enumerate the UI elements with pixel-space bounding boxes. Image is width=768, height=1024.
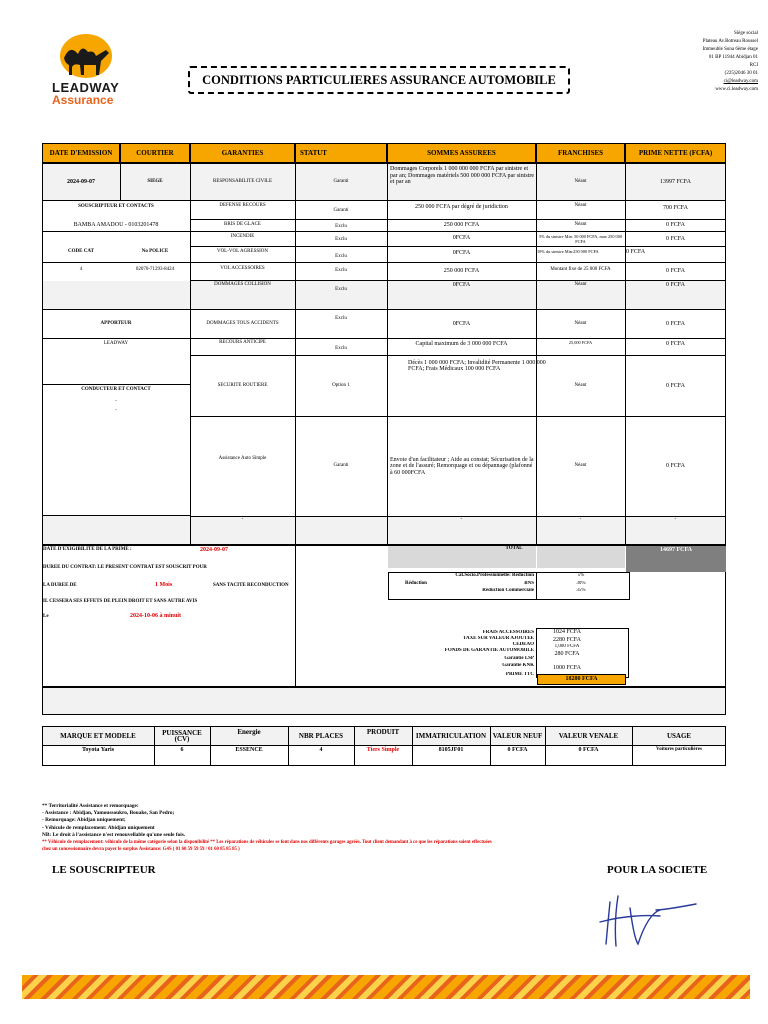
statut-value: Exclu [335,286,347,292]
header-franchises: FRANCHISES [536,143,625,163]
vehicle-value: 6 [180,746,184,753]
somme-value: 250 000 FCFA [443,222,480,229]
reduction-label: Réduction [405,580,427,586]
vehicle-header: PUISSANCE (CV) [162,728,202,743]
footer-decorative-strip [22,975,750,999]
vehicle-value: ESSENCE [235,746,263,753]
fee-value: 1000 FCFA [552,665,582,672]
conducteur-value: - [115,398,117,404]
notes-block [42,803,492,853]
vehicle-header: VALEUR NEUF [492,731,543,740]
vehicle-value: 0 FCFA [578,746,599,753]
franchise-value: Néant [574,382,587,388]
empty-cell: - [674,516,677,522]
garantie-label: INCENDIE [230,233,255,239]
vehicle-header: USAGE [666,731,692,740]
somme-value: 0FCFA [452,320,471,327]
somme-value: 250 000 FCFA [443,267,480,274]
fee-label: FONDS DE GARANTIE AUTOMOBILE [444,648,534,653]
vehicle-header: NBR PLACES [298,731,344,740]
reduction-item-value: 30% [576,581,586,587]
address-line: (225)2046 30 01 [724,71,758,76]
empty-cell: - [460,516,463,522]
date-emission-value: 2024-09-07 [67,178,95,185]
vehicle-header: MARQUE ET MODELE [60,731,136,740]
address-website: www.ci.leadway.com [715,87,758,92]
code-cat-label: CODE CAT [68,248,94,254]
vehicle-value: 0 FCFA [507,746,528,753]
vehicle-value: 8105JF01 [438,746,464,753]
reduction-item-label: BNS [524,581,534,587]
franchise-value: Néant [574,463,587,469]
prime-value: 0 FCFA [665,222,686,229]
statut-value: Garanti [333,178,349,184]
prime-value: 13997 FCFA [659,178,692,185]
logo-text-leadway: LEADWAY [52,80,120,95]
document-title: CONDITIONS PARTICULIERES ASSURANCE AUTOMOBILE [188,66,570,94]
statut-value: Garanti [333,208,349,214]
franchise-value: Néant [574,221,587,227]
garantie-label: RECOURS ANTICIPE [219,339,266,345]
apporteur-label: APPORTEUR [100,320,132,326]
prime-value: 700 FCFA [662,204,689,211]
code-cat-value: 4 [79,266,83,272]
note-line: NB: Le droit à l'assistance n'est renouvellable qu'une seule fois. [42,831,186,838]
franchise-value: Néant [574,320,587,326]
souscripteur-value: BAMBA AMADOU - 0103201478 [73,222,159,229]
prime-value: 0 FCFA [665,463,686,470]
total-label: TOTAL [505,546,523,551]
address-line: RCI [749,63,758,68]
duree-value: 1 Mois [155,582,173,589]
somme-value: Dommages Corporels 1 000 000 000 FCFA par sinistre et par an; Dommages matériels 500 000 000 FCFA par sinistre et par an [390,166,535,186]
statut-value: Exclu [335,315,347,321]
tacite-label: SANS TACITE RECONDUCTION [213,582,289,588]
prime-ttc-label: PRIME TTC [505,672,534,677]
statut-value: Option 1 [332,382,350,388]
total-value: 14697 FCFA [659,546,693,553]
note-red-line: chez un concessionnaire devra payer le surplus Assistance: G4S ( 01 60 59 59 59 / 01 60 85 85 85 ) [42,847,240,853]
header-prime-nette: PRIME NETTE (FCFA) [625,143,726,163]
blank-row [42,687,726,715]
garantie-label: DEFENSE RECOURS [219,202,266,208]
garantie-label: RESPONSABILITE CIVILE [212,178,273,184]
exigibilite-value: 2024-09-07 [200,546,228,553]
somme-value: 0FCFA [452,282,471,289]
franchise-value: 10% du sinistre Min:250 000 FCFA [537,248,599,254]
garantie-label: VOL ACCESSOIRES [220,265,265,271]
fee-value: 280 FCFA [554,651,580,658]
note-red-line: ** Véhicule de remplacement: véhicule de la même catégorie selon la disponibilité ** Les réparations de véhicules se font dans nos différents garages agréés. Tout client demandant à ce que les réparations soient effectuées [42,840,492,846]
vehicle-header: Energie [237,727,261,736]
header-garanties: GARANTIES [190,143,295,163]
prime-value: 0 FCFA [665,235,686,242]
prime-value: 0 FCFA [665,320,686,327]
souscripteur-label: SOUSCRIPTEUR ET CONTACTS [78,203,154,209]
somme-value: 0FCFA [452,235,471,242]
societe-signature-label: POUR LA SOCIETE [607,864,708,876]
vehicle-value: Toyota Yaris [81,746,115,753]
handwritten-signature [596,888,706,952]
somme-value: Décès 1 000 000 FCFA; Invalidité Permanente 1 000 000 FCFA; Frais Médicaux 100 000 FCFA [408,359,546,372]
address-line: Siège social [733,31,758,36]
header-statut: STATUT [295,143,387,163]
somme-value: 0FCFA [452,249,471,256]
garantie-label: SECURITE ROUTIERE [217,382,268,388]
reduction-item-value: 5% [577,573,585,579]
header-sommes-assurees: SOMMES ASSUREES [387,143,536,163]
franchise-value: 5% du sinistre Min: 50 000 FCFA, max 250 000 FCFA [539,234,622,244]
prime-extra-value: 0 FCFA [626,248,646,255]
prime-value: 0 FCFA [665,282,686,289]
fee-label: TAXE SUR VALEUR AJOUTEE [463,636,534,641]
fee-value: 1024 FCFA [552,629,582,636]
cessera-label: IL CESSERA SES EFFETS DE PLEIN DROIT ET SANS AUTRE AVIS [43,598,198,604]
conducteur-value: - [115,407,117,413]
garantie-label: DOMMAGES COLLISION [214,281,271,287]
vehicle-value: Tiers Simple [366,746,400,753]
address-email-link[interactable]: ci@leadway.com [723,79,758,84]
reduction-item-label: Réduction Commerciale [482,588,534,594]
vehicle-header: VALEUR VENALE [558,731,619,740]
reduction-item-value: 35% [576,588,586,594]
fee-label: Garantie KNK [502,663,534,668]
garantie-label: Assistance Auto Simple [218,455,267,461]
statut-value: Exclu [335,253,347,259]
fee-label: CEDEAO [512,642,534,647]
header-courtier: COURTIER [120,143,190,163]
prime-value: 0 FCFA [665,340,686,347]
duree-de-label: LA DUREE DE [43,582,77,588]
conducteur-label: CONDUCTEUR ET CONTACT [81,386,151,392]
note-line: - Remorquage: Abidjan uniquement; [42,817,126,824]
logo-text-assurance: Assurance [52,93,114,107]
police-label: No POLICE [141,248,169,254]
apporteur-value: LEADWAY [103,340,129,346]
fee-value: 2280 FCFA [552,637,582,644]
vehicle-header: PRODUIT [366,727,400,736]
duree-label: DUREE DU CONTRAT: LE PRESENT CONTRAT EST SOUSCRIT POUR [43,564,207,570]
statut-value: Exclu [335,345,347,351]
vehicle-value: Voitures particulières [656,746,702,752]
address-line: 01 BP 11944 Abidjan 01 [708,55,758,60]
franchise-value: Néant [574,202,587,208]
empty-cell: - [579,516,582,522]
franchise-value: Montant fixe de 25 000 FCFA [550,266,611,272]
prime-value: 0 FCFA [665,267,686,274]
somme-value: 250 000 FCFA par dégré de juridiction [415,203,508,210]
garantie-label: VOL-VOL AGRESSION [216,248,269,254]
fee-label: FRAIS ACCESSOIRES [482,630,534,635]
courtier-value: SIEGE [147,178,163,184]
garantie-label: BRIS DE GLACE [224,221,261,227]
prime-value: 0 FCFA [665,382,686,389]
le-label: Le [43,613,49,619]
police-value: 02070-71293-8424 [135,266,175,272]
company-address [660,30,758,94]
header-date-emission: DATE D'EMISSION [42,143,120,163]
fin-value: 2024-10-06 à minuit [130,613,181,620]
fee-label: Garantie LSP [504,656,534,661]
franchise-value: 25,000 FCFA [568,339,593,345]
vehicle-value: 4 [319,746,323,753]
statut-value: Exclu [335,267,347,273]
garantie-label: DOMMAGES TOUS ACCIDENTS [206,320,279,326]
prime-ttc-value: 18280 FCFA [537,674,626,685]
franchise-value: Néant [574,178,587,184]
souscripteur-signature-label: LE SOUSCRIPTEUR [52,864,156,876]
note-line: - Assistance : Abidjan, Yamoussoukro, Bouake, San Pedro; [42,810,175,817]
somme-value: Envoie d'un facilitateur ; Aide au constat; Sécurisation de la zone et de l'assuré; Remorquage et ou dépannage (plafonné à 60 000FCFA [390,456,534,476]
note-line: ** Territorialité Assistance et remorquage: [42,803,139,809]
statut-value: Garanti [333,463,349,469]
empty-cell: - [241,516,244,522]
vehicle-header: IMMATRICULATION [415,731,487,740]
note-line: - Véhicule de remplacement: Abidjan uniquement [42,824,155,831]
fee-value: 1,000 FCFA [554,644,580,649]
address-line: Plateau Av.Botreau Roussel [702,39,758,44]
address-line: Immeuble Suna 6ème étage [702,47,758,52]
reduction-item-label: Cat.Socio.Professionnelle: Réduction [455,573,534,579]
exigibilite-label: DATE D'EXIGIBILITE DE LA PRIME : [43,546,132,552]
statut-value: Exclu [335,223,347,229]
somme-value: Capital maximum de 3 000 000 FCFA [415,340,508,347]
franchise-value: Néant [574,281,587,287]
statut-value: Exclu [335,237,347,243]
